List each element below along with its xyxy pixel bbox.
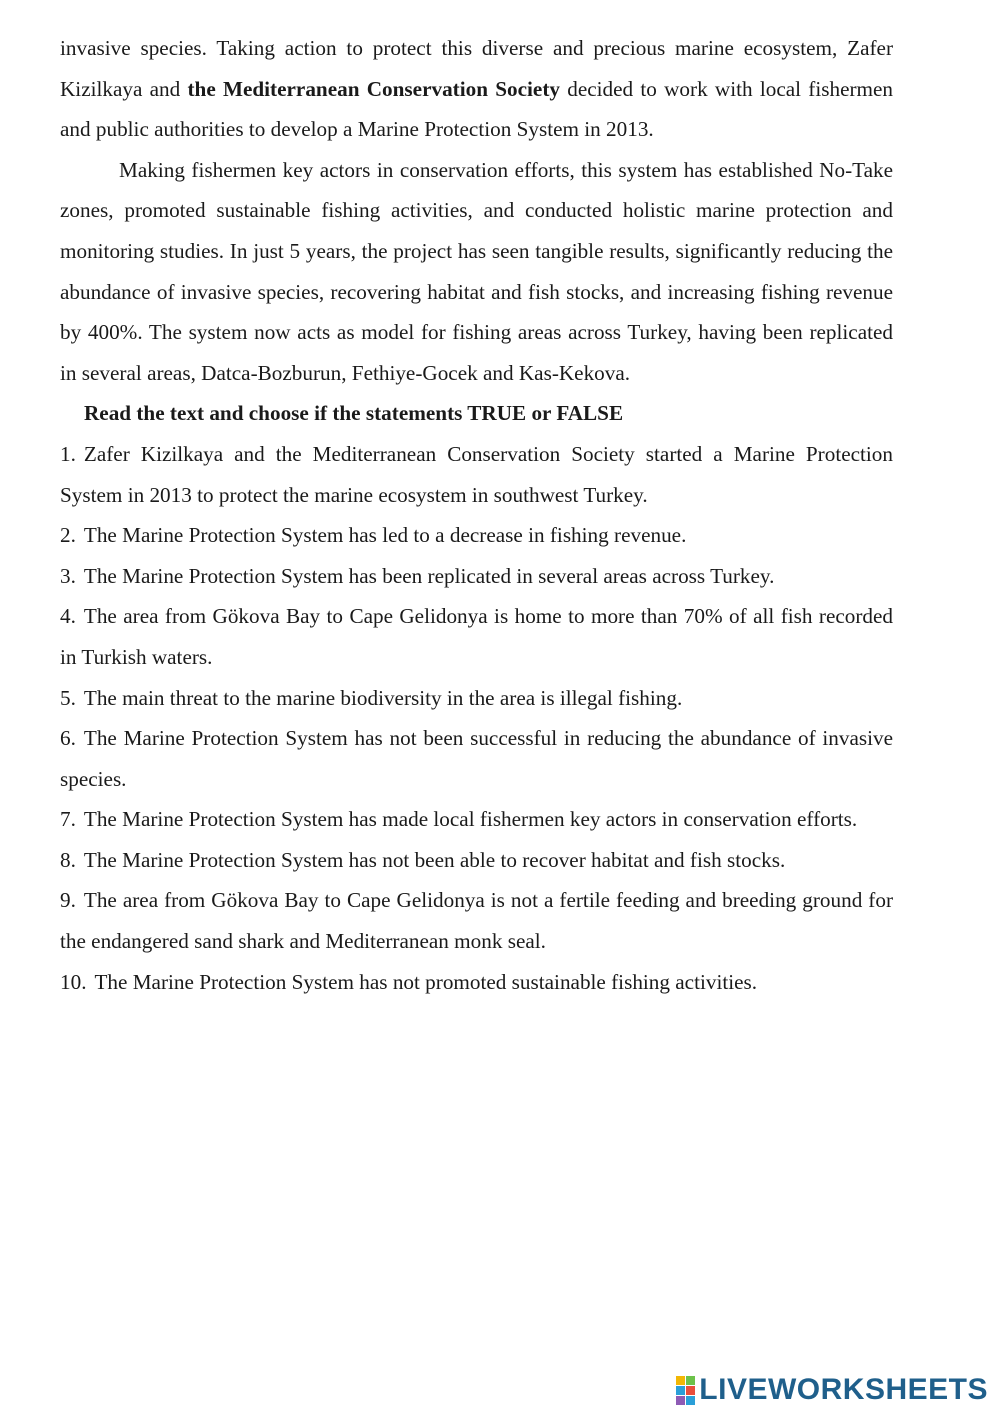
statement-text: The Marine Protection System has made local fishermen key actors in conservation efforts.	[83, 807, 858, 832]
logo-cell	[676, 1386, 685, 1395]
statement-number: 3.	[60, 563, 76, 588]
passage-paragraph-1	[60, 28, 893, 150]
liveworksheets-logo-icon	[676, 1376, 695, 1405]
passage-p1-end: decided to work with local fishermen and public authorities to develop a Marine Protection System in 2013.	[60, 76, 894, 142]
liveworksheets-brand[interactable]	[676, 1373, 988, 1407]
logo-cell	[686, 1396, 695, 1405]
logo-cell	[676, 1376, 685, 1385]
statement-item	[60, 434, 893, 515]
statement-number: 1.	[60, 441, 76, 466]
statement-list	[60, 434, 893, 1002]
statement-text: The Marine Protection System has not promoted sustainable fishing activities.	[94, 969, 758, 994]
statement-item	[60, 556, 893, 597]
statement-number: 8.	[60, 847, 76, 872]
statement-item	[60, 718, 893, 799]
statement-number: 2.	[60, 523, 76, 548]
statement-text: The area from Gökova Bay to Cape Gelidonya is not a fertile feeding and breeding ground for the endangered sand shark and Mediterranean monk seal.	[60, 888, 893, 954]
logo-cell	[686, 1386, 695, 1395]
statement-number: 5.	[60, 685, 76, 710]
statement-text: The Marine Protection System has led to a decrease in fishing revenue.	[83, 523, 687, 548]
passage-paragraph-2: Making fishermen key actors in conservation efforts, this system has established No-Take zones, promoted sustainable fishing activities, and conducted holistic marine protection and monitoring studies. In just 5 years, the project has seen tangible results, significantly reducing the abundance of invasive species, recovering habitat and fish stocks, and increasing fishing revenue by 400%. The system now acts as model for fishing areas across Turkey, having been replicated in several areas, Datca-Bozburun, Fethiye-Gocek and Kas-Kekova.	[60, 157, 893, 385]
logo-cell	[686, 1376, 695, 1385]
statement-text: The Marine Protection System has not been successful in reducing the abundance of invasive species.	[60, 726, 893, 791]
passage-p1-bold: the Mediterranean Conservation Society	[187, 76, 560, 101]
logo-cell	[676, 1396, 685, 1405]
statement-text: The main threat to the marine biodiversity in the area is illegal fishing.	[83, 685, 683, 710]
statement-item	[60, 840, 893, 881]
worksheet-page	[60, 28, 893, 1002]
statement-item	[60, 880, 893, 961]
statement-number: 9.	[60, 888, 76, 913]
statement-text: The Marine Protection System has been replicated in several areas across Turkey.	[83, 563, 775, 588]
statement-number: 6.	[60, 726, 76, 751]
statement-text: The Marine Protection System has not been able to recover habitat and fish stocks.	[83, 847, 786, 872]
statement-item	[60, 678, 893, 719]
statement-number: 7.	[60, 807, 76, 832]
statement-number: 10.	[60, 969, 87, 994]
statement-text: Zafer Kizilkaya and the Mediterranean Conservation Society started a Marine Protection System in 2013 to protect the marine ecosystem in southwest Turkey.	[60, 441, 893, 507]
brand-wordmark: LIVEWORKSHEETS	[699, 1373, 988, 1406]
statement-item	[60, 515, 893, 556]
statement-item	[60, 596, 893, 677]
statement-item	[60, 962, 893, 1003]
passage-p1-start: invasive species. Taking action to protect this diverse and precious marine ecosystem, Zafer Kizilkaya and	[60, 36, 893, 101]
statement-text: The area from Gökova Bay to Cape Gelidonya is home to more than 70% of all fish recorded in Turkish waters.	[60, 604, 893, 669]
statement-item	[60, 799, 893, 840]
statement-number: 4.	[60, 604, 76, 629]
instruction-heading: Read the text and choose if the statements TRUE or FALSE	[84, 401, 624, 426]
